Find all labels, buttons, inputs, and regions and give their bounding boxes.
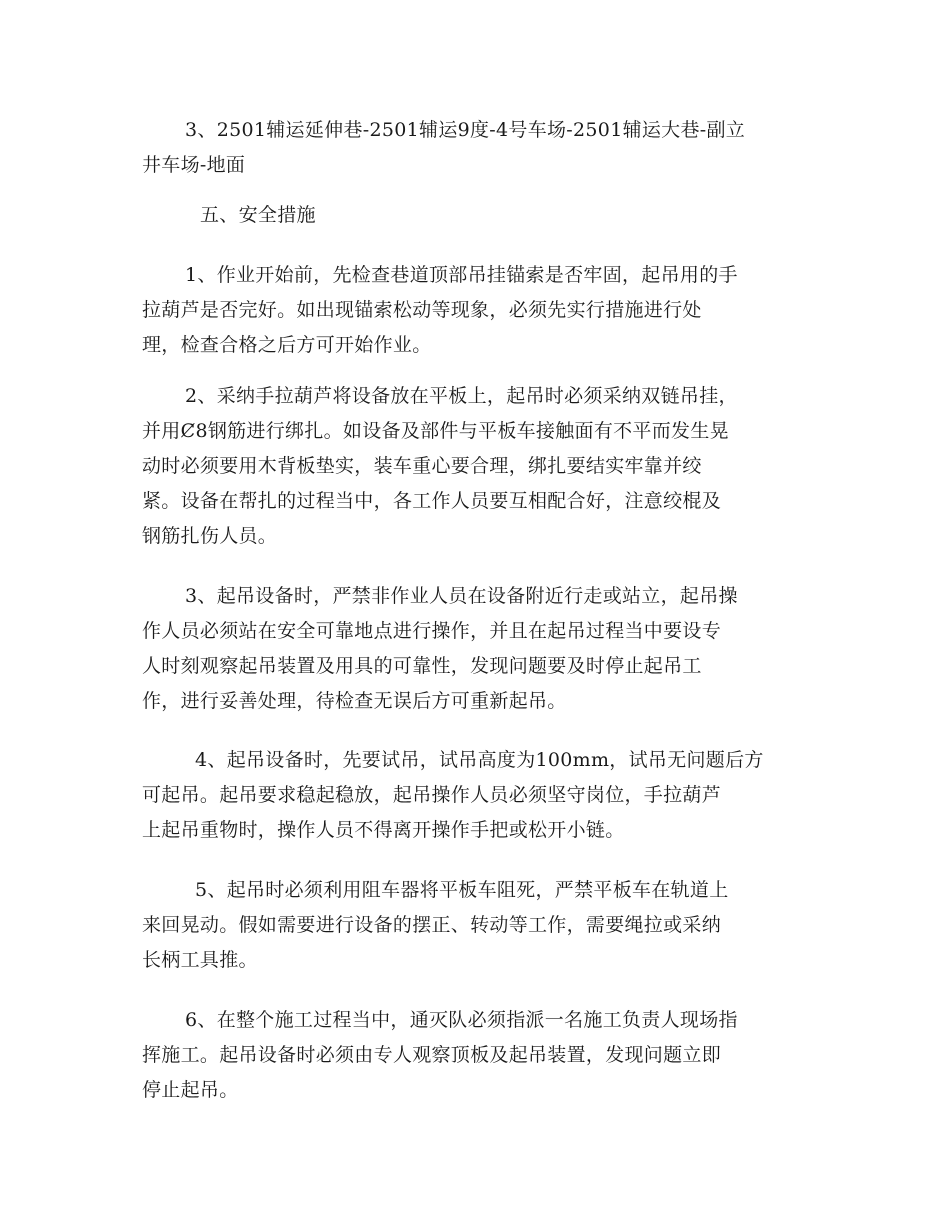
paragraph-6-line-1: 6、在整个施工过程当中，通灭队必须指派一名施工负责人现场指	[185, 1009, 738, 1031]
paragraph-2-line-5: 钢筋扎伤人员。	[142, 525, 278, 547]
paragraph-3-line-2: 作人员必须站在安全可靠地点进行操作，并且在起吊过程当中要设专	[142, 620, 722, 642]
paragraph-6-line-2: 挥施工。起吊设备时必须由专人观察顶板及起吊装置，发现问题立即	[142, 1044, 722, 1066]
paragraph-2-line-4: 紧。设备在帮扎的过程当中，各工作人员要互相配合好，注意绞棍及	[142, 490, 722, 512]
paragraph-route-line-2: 井车场-地面	[142, 154, 246, 176]
paragraph-5-line-2: 来回晃动。假如需要进行设备的摆正、转动等工作，需要绳拉或采纳	[142, 914, 722, 936]
section-heading-safety-measures: 五、安全措施	[200, 204, 316, 226]
paragraph-route-line-1: 3、2501辅运延伸巷-2501辅运9度-4号车场-2501辅运大巷-副立	[185, 119, 746, 141]
paragraph-2-line-2: 并用Ȼ8钢筋进行绑扎。如设备及部件与平板车接触面有不平而发生晃	[142, 420, 729, 442]
paragraph-4-line-3: 上起吊重物时，操作人员不得离开操作手把或松开小链。	[142, 819, 625, 841]
paragraph-1-line-1: 1、作业开始前，先检查巷道顶部吊挂锚索是否牢固，起吊用的手	[185, 264, 738, 286]
paragraph-3-line-3: 人时刻观察起吊装置及用具的可靠性，发现问题要及时停止起吊工	[142, 655, 702, 677]
paragraph-2-line-3: 动时必须要用木背板垫实，装车重心要合理，绑扎要结实牢靠并绞	[142, 455, 702, 477]
paragraph-2-line-1: 2、采纳手拉葫芦将设备放在平板上，起吊时必须采纳双链吊挂，	[185, 385, 738, 407]
paragraph-5-line-1: 5、起吊时必须利用阻车器将平板车阻死，严禁平板车在轨道上	[195, 879, 729, 901]
paragraph-6-line-3: 停止起吊。	[142, 1079, 239, 1101]
paragraph-1-line-2: 拉葫芦是否完好。如出现锚索松动等现象，必须先实行措施进行处	[142, 299, 702, 321]
paragraph-5-line-3: 长柄工具推。	[142, 949, 258, 971]
paragraph-4-line-2: 可起吊。起吊要求稳起稳放，起吊操作人员必须坚守岗位，手拉葫芦	[142, 784, 722, 806]
paragraph-4-line-1: 4、起吊设备时，先要试吊，试吊高度为100mm，试吊无问题后方	[195, 749, 764, 771]
paragraph-3-line-4: 作，进行妥善处理，待检查无误后方可重新起吊。	[142, 690, 567, 712]
paragraph-1-line-3: 理，检查合格之后方可开始作业。	[142, 334, 432, 356]
paragraph-3-line-1: 3、起吊设备时，严禁非作业人员在设备附近行走或站立，起吊操	[185, 585, 738, 607]
